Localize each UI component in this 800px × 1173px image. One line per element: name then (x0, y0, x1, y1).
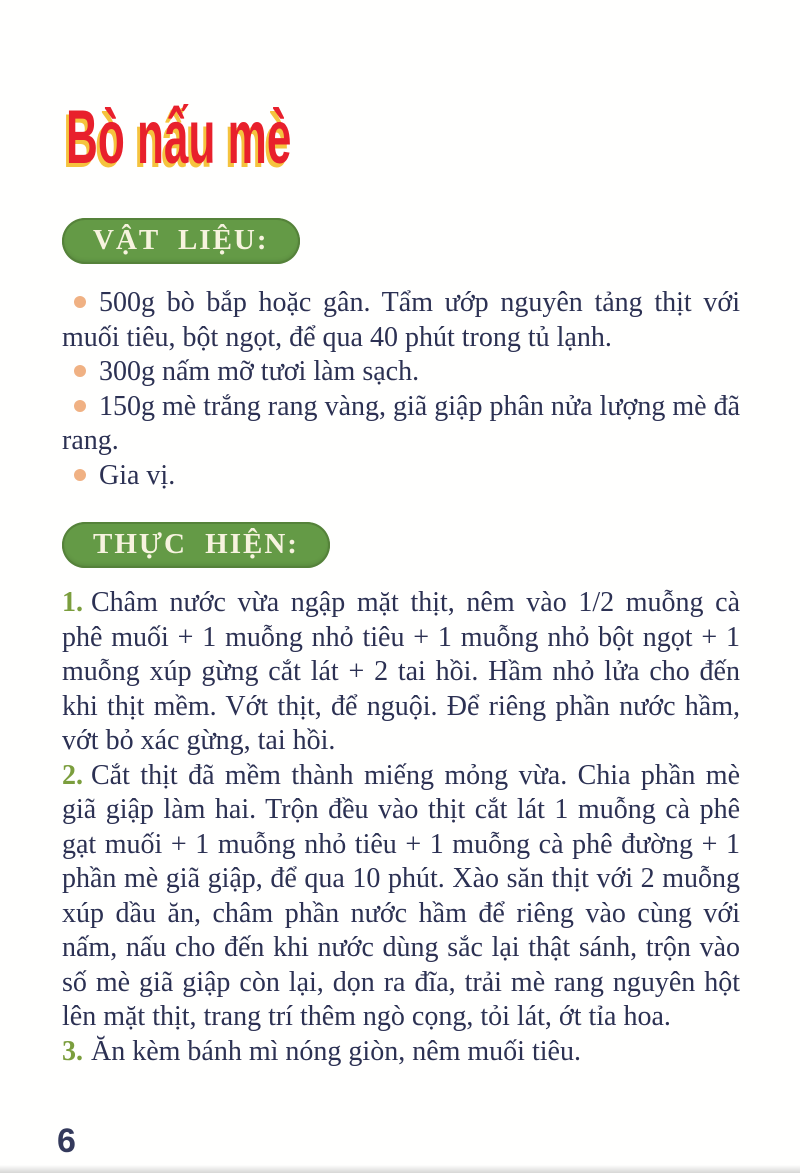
ingredient-item (62, 355, 740, 390)
step-text: Châm nước vừa ngập mặt thịt, nêm vào 1/2 muỗng cà phê muối + 1 muỗng nhỏ tiêu + 1 muỗng nhỏ bột ngọt + 1 muỗng xúp gừng cắt lát + 2 tai hồi. Hầm nhỏ lửa cho đến khi thịt mềm. Vớt thịt, để nguội. Để riêng phần nước hầm, vớt bỏ xác gừng, tai hồi. (62, 587, 740, 756)
bullet-icon (74, 365, 86, 377)
instructions-heading-badge: THỰC HIỆN: (62, 522, 330, 568)
instruction-step (62, 586, 740, 759)
step-text: Cắt thịt đã mềm thành miếng mỏng vừa. Chia phần mè giã giập làm hai. Trộn đều vào thịt cắt lát 1 muỗng cà phê gạt muối + 1 muỗng nhỏ tiêu + 1 muỗng cà phê đường + 1 phần mè giã giập, để qua 10 phút. Xào săn thịt với 2 muỗng xúp dầu ăn, châm phần nước hầm để riêng vào cùng với nấm, nấu cho đến khi nước dùng sắc lại thật sánh, trộn vào số mè giã giập còn lại, dọn ra đĩa, trải mè rang nguyên hột lên mặt thịt, trang trí thêm ngò cọng, tỏi lát, ớt tỉa hoa. (62, 759, 740, 1032)
recipe-title: Bò nấu mè (66, 95, 292, 180)
instruction-step (62, 1035, 740, 1070)
ingredient-item (62, 390, 740, 459)
step-text: Ăn kèm bánh mì nóng giòn, nêm muối tiêu. (91, 1035, 581, 1067)
instruction-step (62, 759, 740, 1035)
ingredient-text: 150g mè trắng rang vàng, giã giập phân nửa lượng mè đã rang. (62, 390, 740, 456)
step-number: 2. (62, 759, 83, 791)
ingredients-section-header (62, 218, 740, 264)
ingredient-item (62, 459, 740, 494)
page-number: 6 (57, 1122, 76, 1160)
instructions-section-header (62, 522, 740, 568)
ingredient-text: 500g bò bắp hoặc gân. Tẩm ướp nguyên tảng thịt với muối tiêu, bột ngọt, để qua 40 phút trong tủ lạnh. (62, 287, 740, 353)
step-number: 1. (62, 587, 83, 618)
page-content (0, 95, 800, 1069)
step-number: 3. (62, 1035, 83, 1067)
instructions-list (62, 586, 740, 1069)
page-bottom-shadow (0, 1165, 800, 1173)
bullet-icon (74, 400, 86, 412)
ingredient-text: 300g nấm mỡ tươi làm sạch. (99, 356, 420, 387)
bullet-icon (74, 296, 86, 308)
ingredients-heading-badge: VẬT LIỆU: (62, 218, 300, 264)
ingredients-list (62, 286, 740, 493)
bullet-icon (74, 469, 86, 481)
ingredient-text: Gia vị. (99, 459, 176, 491)
ingredient-item (62, 286, 740, 355)
